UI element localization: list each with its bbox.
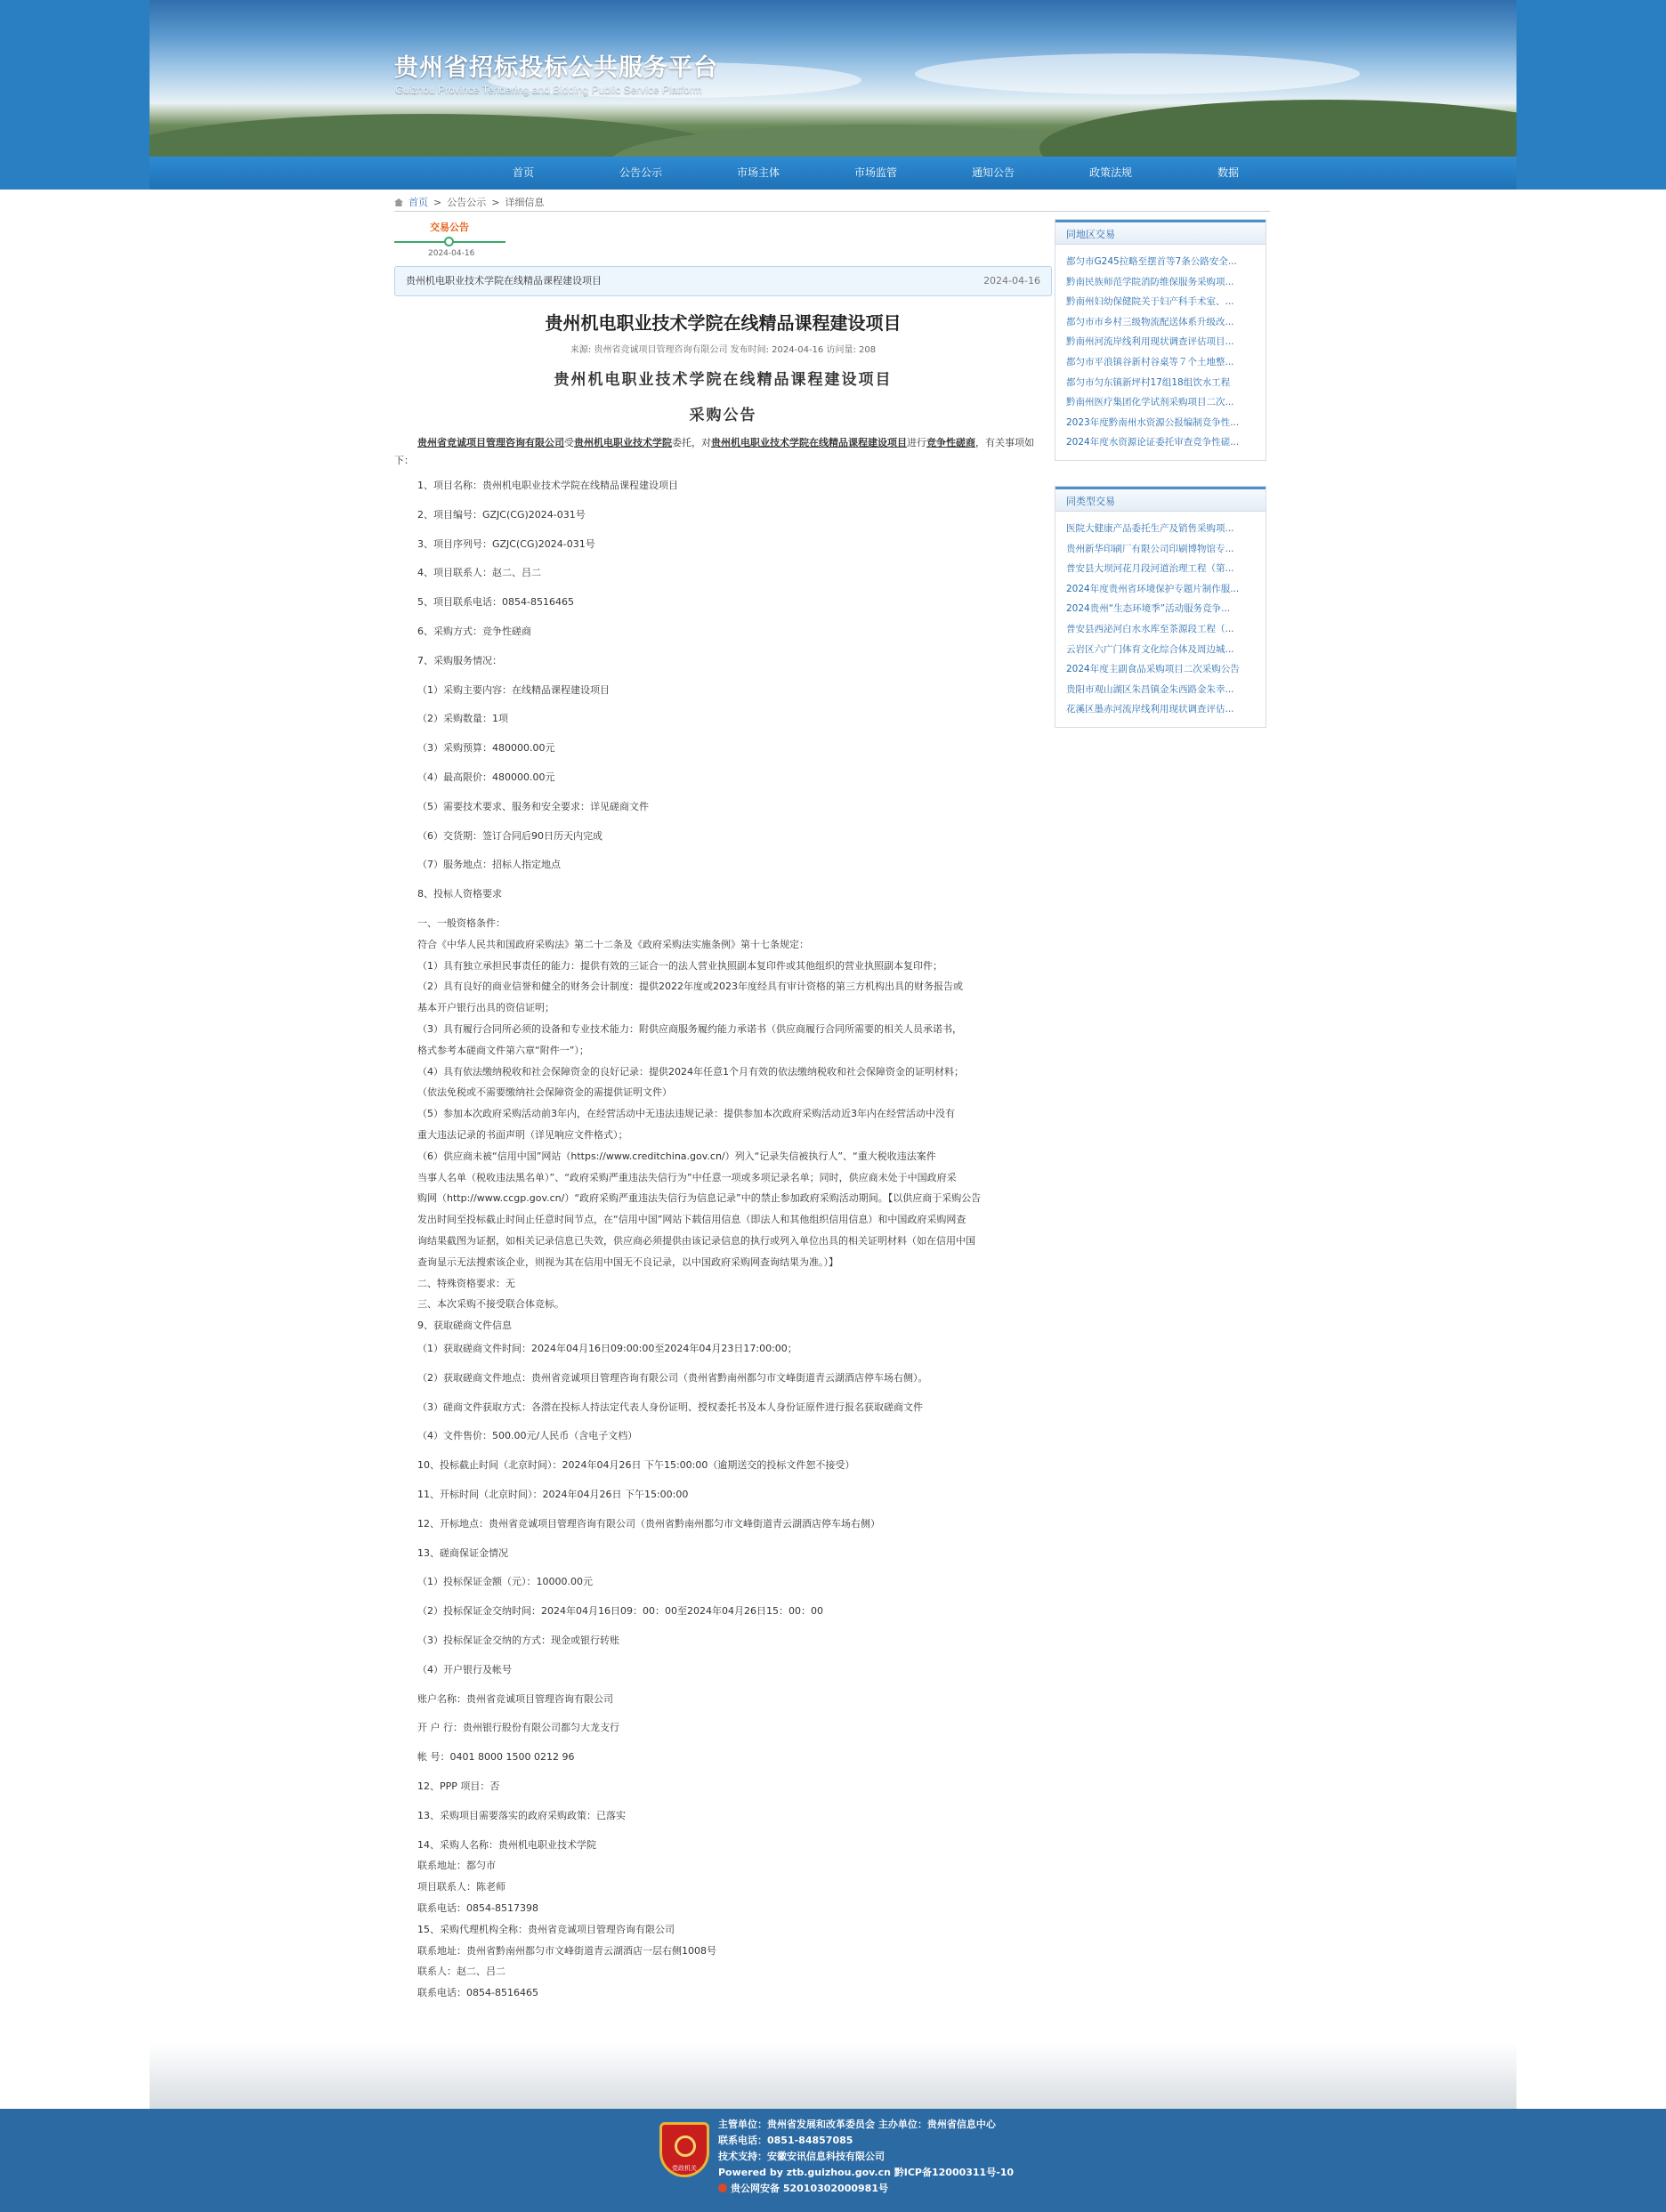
sidebar-link[interactable]: 普安县大坝河花月段河道治理工程（第... — [1066, 563, 1234, 575]
article-line: 10、投标截止时间（北京时间）：2024年04月26日 下午15:00:00（逾期送交的投标文件恕不接受） — [417, 1459, 855, 1472]
article-line: （4）文件售价：500.00元/人民币（含电子文档） — [417, 1430, 638, 1442]
sidebar-type-panel — [1055, 486, 1266, 728]
article-line: 6、采购方式：竞争性磋商 — [417, 625, 531, 637]
qualification-line: 基本开户银行出具的资信证明； — [417, 1002, 554, 1014]
article-line: （1）投标保证金额（元）：10000.00元 — [417, 1576, 593, 1588]
article-line: （7）服务地点：招标人指定地点 — [417, 859, 561, 871]
article-line: 1、项目名称：贵州机电职业技术学院在线精品课程建设项目 — [417, 480, 678, 491]
qualification-line: （1）具有独立承担民事责任的能力：提供有效的三证合一的法人营业执照副本复印件或其他组织的营业执照副本复印件； — [417, 959, 942, 972]
sidebar-link[interactable]: 2024贵州“生态环境季”活动服务竞争... — [1066, 603, 1231, 615]
site-subtitle: Guizhou Province Tendering and Bidding Public Service Platform — [395, 84, 702, 96]
footer-icp[interactable]: Powered by ztb.guizhou.gov.cn 黔ICP备12000311号-10 — [718, 2167, 1015, 2178]
article-line: 8、投标人资格要求 — [417, 888, 502, 900]
sidebar-link[interactable]: 2024年度贵州省环境保护专题片制作服... — [1066, 583, 1240, 594]
header-banner — [150, 0, 1516, 157]
sidebar-link[interactable]: 2023年度黔南州水资源公报编制竞争性... — [1066, 416, 1240, 428]
article-line: （2）采购数量：1项 — [417, 713, 508, 725]
nav-market-entities[interactable]: 市场主体 — [736, 166, 780, 179]
sidebar-link[interactable]: 都匀市匀东镇新坪村17组18组饮水工程 — [1066, 376, 1231, 388]
timeline-dot[interactable] — [444, 237, 454, 246]
qualification-line: （5）参加本次政府采购活动前3年内，在经营活动中无违法违规记录：提供参加本次政府采购活动近3年内在经营活动中没有 — [417, 1108, 955, 1120]
article-line: 13、磋商保证金情况 — [417, 1546, 508, 1559]
sidebar-link[interactable]: 医院大健康产品委托生产及销售采购项... — [1066, 523, 1234, 534]
sidebar-link[interactable]: 都匀市市乡村三级物流配送体系升级改... — [1066, 316, 1234, 327]
sidebar-link[interactable]: 2024年度水资源论证委托审查竞争性磋... — [1066, 437, 1240, 448]
sidebar-link[interactable]: 花溪区墨赤河流岸线利用现状调查评估... — [1066, 704, 1234, 715]
article-line: （2）投标保证金交纳时间：2024年04月16日09：00：00至2024年04月26日15：00：00 — [417, 1605, 823, 1618]
article-body — [394, 434, 1052, 2007]
qualification-line: 符合《中华人民共和国政府采购法》第二十二条及《政府采购法实施条例》第十七条规定： — [417, 938, 809, 950]
nav-market-supervision[interactable]: 市场监管 — [853, 166, 897, 179]
qualification-line: （2）具有良好的商业信誉和健全的财务会计制度：提供2022年度或2023年度经具有审计资格的第三方机构出具的财务报告或 — [417, 981, 963, 993]
contact-line: 联系电话：0854-8517398 — [417, 1902, 538, 1915]
nav-home[interactable]: 首页 — [512, 166, 534, 179]
home-icon — [394, 198, 403, 206]
article-line: （3）采购预算：480000.00元 — [417, 742, 555, 755]
qualification-line: （3）具有履行合同所必须的设备和专业技术能力：附供应商服务履约能力承诺书（供应商履行合同所需要的相关人员承诺书， — [417, 1022, 962, 1035]
qualification-line: 重大违法记录的书面声明（详见响应文件格式）； — [417, 1128, 628, 1141]
article-line: 开 户 行：贵州银行股份有限公司都匀大龙支行 — [417, 1722, 619, 1734]
footer-organizer: 主管单位：贵州省发展和改革委员会 主办单位：贵州省信息中心 — [718, 2119, 996, 2130]
nav-announcements[interactable]: 公告公示 — [619, 166, 662, 179]
article-line: （6）交货期：签订合同后90日历天内完成 — [417, 829, 603, 842]
nav-data[interactable]: 数据 — [1217, 166, 1239, 179]
qualification-line: 查询显示无法搜索该企业，则视为其在信用中国无不良记录，以中国政府采购网查询结果为准。）】 — [417, 1255, 838, 1268]
qualification-line: 格式参考本磋商文件第六章“附件一”）； — [417, 1044, 589, 1056]
article-line: 7、采购服务情况： — [417, 654, 502, 666]
contact-line: 15、采购代理机构全称：贵州省竞诚项目管理咨询有限公司 — [417, 1923, 675, 1935]
qualification-line: 三、本次采购不接受联合体竞标。 — [417, 1298, 564, 1311]
article-line: （3）投标保证金交纳的方式：现金或银行转账 — [417, 1635, 619, 1647]
contact-line: 联系地址：贵州省黔南州都匀市文峰街道青云湖酒店一层右侧1008号 — [417, 1944, 716, 1957]
main-nav — [150, 157, 1516, 190]
breadcrumb-announcements[interactable]: 公告公示 — [447, 196, 487, 208]
sidebar-link[interactable]: 贵阳市观山湖区朱昌镇金朱西路金朱幸... — [1066, 683, 1234, 695]
breadcrumb: 首页 > 公告公示 > 详细信息 — [394, 194, 1270, 212]
footer-tech-support: 技术支持：安徽安讯信息科技有限公司 — [718, 2151, 885, 2162]
article-line: 11、开标时间（北京时间）：2024年04月26日 下午15:00:00 — [417, 1489, 689, 1501]
article-title: 贵州机电职业技术学院在线精品课程建设项目 — [545, 312, 902, 334]
sidebar-link[interactable]: 贵州新华印刷厂有限公司印刷博物馆专... — [1066, 543, 1234, 554]
sidebar-link[interactable]: 都匀市G245拉略至摆首等7条公路安全... — [1066, 256, 1237, 267]
article-line: 5、项目联系电话：0854-8516465 — [417, 596, 574, 609]
qualification-line: （4）具有依法缴纳税收和社会保障资金的良好记录：提供2024年任意1个月有效的依法缴纳税收和社会保障资金的证明材料； — [417, 1065, 964, 1078]
article-line: 13、采购项目需要落实的政府采购政策：已落实 — [417, 1809, 626, 1821]
sidebar-link[interactable]: 黔南州医疗集团化学试剂采购项目二次... — [1066, 397, 1234, 408]
qualification-list — [394, 916, 1052, 1333]
process-timeline — [394, 219, 505, 263]
footer-police-record[interactable]: 贵公网安备 52010302000981号 — [718, 2181, 888, 2195]
contact-list — [394, 1838, 1052, 2001]
sidebar-type-title[interactable]: 同类型交易 — [1055, 487, 1266, 512]
nav-notices[interactable]: 通知公告 — [971, 166, 1015, 179]
qualification-line: 二、特殊资格要求：无 — [417, 1277, 515, 1289]
contact-line: 联系人：赵二、吕二 — [417, 1966, 505, 1978]
article-line: （4）最高限价：480000.00元 — [417, 771, 555, 783]
breadcrumb-detail: 详细信息 — [505, 196, 545, 208]
article-line: 3、项目序列号：GZJC(CG)2024-031号 — [417, 537, 595, 550]
breadcrumb-home[interactable]: 首页 — [408, 196, 428, 208]
sidebar-region-panel — [1055, 219, 1266, 461]
nav-policies[interactable]: 政策法规 — [1088, 166, 1132, 179]
qualification-line: 发出时间至投标截止时间止任意时间节点，在“信用中国”网站下载信用信息（即法人和其他组织信用信息）和中国政府采购网查 — [417, 1214, 966, 1226]
project-info-list — [394, 479, 1052, 901]
article-intro: 贵州省竞诚项目管理咨询有限公司受贵州机电职业技术学院委托，对贵州机电职业技术学院在线精品课程建设项目进行竞争性磋商，有关事项如下： — [394, 437, 1034, 466]
qualification-line: （6）供应商未被“信用中国”网站（https://www.creditchina.gov.cn/）列入“记录失信被执行人”、“重大税收违法案件 — [417, 1150, 936, 1162]
qualification-line: 9、获取磋商文件信息 — [417, 1320, 512, 1332]
article-line: （4）开户银行及帐号 — [417, 1663, 512, 1675]
sidebar-link[interactable]: 普安县西泌河白水水库至茶源段工程（... — [1066, 623, 1234, 634]
contact-line: 联系地址：都匀市 — [417, 1860, 496, 1872]
qualification-line: 购网（http://www.ccgp.gov.cn/）“政府采购严重违法失信行为信息记录”中的禁止参加政府采购活动期间。【以供应商于采购公告 — [417, 1192, 982, 1205]
article-line: 2、项目编号：GZJC(CG)2024-031号 — [417, 508, 586, 521]
footer-phone: 联系电话：0851-84857085 — [718, 2135, 853, 2146]
sidebar-link[interactable]: 云岩区六广门体育文化综合体及周边城... — [1066, 643, 1234, 655]
article-subheading: 采购公告 — [689, 407, 757, 424]
party-govt-badge[interactable]: 党政机关 — [659, 2122, 709, 2177]
sidebar-link[interactable]: 2024年度主副食品采购项目二次采购公告 — [1066, 664, 1240, 675]
contact-line: 项目联系人：陈老师 — [417, 1881, 505, 1893]
article-line: （3）磋商文件获取方式：各潜在投标人持法定代表人身份证明、授权委托书及本人身份证原件进行报名获取磋商文件 — [417, 1401, 923, 1413]
article-line: 12、PPP 项目：否 — [417, 1780, 500, 1793]
article-line: 账户名称：贵州省竞诚项目管理咨询有限公司 — [417, 1692, 613, 1705]
article-line: 4、项目联系人：赵二、吕二 — [417, 567, 541, 579]
timeline-label[interactable]: 交易公告 — [430, 222, 469, 233]
article-line: （2）获取磋商文件地点：贵州省竞诚项目管理咨询有限公司（贵州省黔南州都匀市文峰街道青云湖酒店停车场右侧）。 — [417, 1371, 928, 1384]
qualification-line: 当事人名单（税收违法黑名单）”、“政府采购严重违法失信行为”中任意一项或多项记录名单；同时，供应商未处于中国政府采 — [417, 1171, 957, 1183]
sidebar-link[interactable]: 黔南民族师范学院消防维保服务采购项... — [1066, 276, 1234, 287]
article-line: （5）需要技术要求、服务和安全要求：详见磋商文件 — [417, 800, 649, 812]
contact-line: 14、采购人名称：贵州机电职业技术学院 — [417, 1838, 596, 1851]
qualification-line: 一、一般资格条件： — [417, 916, 505, 929]
article-line: 12、开标地点：贵州省竞诚项目管理咨询有限公司（贵州省黔南州都匀市文峰街道青云湖酒店停车场右侧） — [417, 1517, 880, 1530]
footer-fade — [150, 2043, 1516, 2109]
site-title[interactable]: 贵州省招标投标公共服务平台 — [394, 54, 718, 82]
article-line: 帐 号：0401 8000 1500 0212 96 — [417, 1751, 575, 1764]
article-line: （1）采购主要内容：在线精品课程建设项目 — [417, 683, 610, 696]
qualification-line: 询结果截图为证据，如相关记录信息已失效，供应商必须提供由该记录信息的执行或列入单位出具的相关证明材料（如在信用中国 — [417, 1234, 975, 1247]
announcement-item-title[interactable]: 贵州机电职业技术学院在线精品课程建设项目 — [406, 275, 602, 287]
police-icon — [718, 2184, 727, 2192]
procurement-info-list — [394, 1342, 1052, 1823]
announcement-item-date: 2024-04-16 — [983, 275, 1040, 287]
qualification-line: （依法免税或不需要缴纳社会保障资金的需提供证明文件） — [417, 1086, 672, 1099]
emblem-icon — [675, 2135, 696, 2157]
article-line: （1）获取磋商文件时间：2024年04月16日09:00:00至2024年04月23日17:00:00； — [417, 1343, 797, 1355]
article-heading: 贵州机电职业技术学院在线精品课程建设项目 — [554, 371, 893, 389]
contact-line: 联系电话：0854-8516465 — [417, 1987, 538, 1999]
sidebar-link[interactable]: 黔南州妇幼保健院关于妇产科手术室、... — [1066, 296, 1234, 308]
timeline-date: 2024-04-16 — [428, 249, 475, 258]
article-meta: 来源: 贵州省竞诚项目管理咨询有限公司 发布时间: 2024-04-16 访问量: 208 — [570, 345, 877, 355]
sidebar-link[interactable]: 黔南州河流岸线利用现状调查评估项目... — [1066, 336, 1234, 348]
sidebar-region-title[interactable]: 同地区交易 — [1055, 220, 1266, 245]
sidebar-link[interactable]: 都匀市平浪镇谷新村谷桌等７个土地整... — [1066, 356, 1234, 367]
announcement-item[interactable] — [394, 266, 1052, 296]
